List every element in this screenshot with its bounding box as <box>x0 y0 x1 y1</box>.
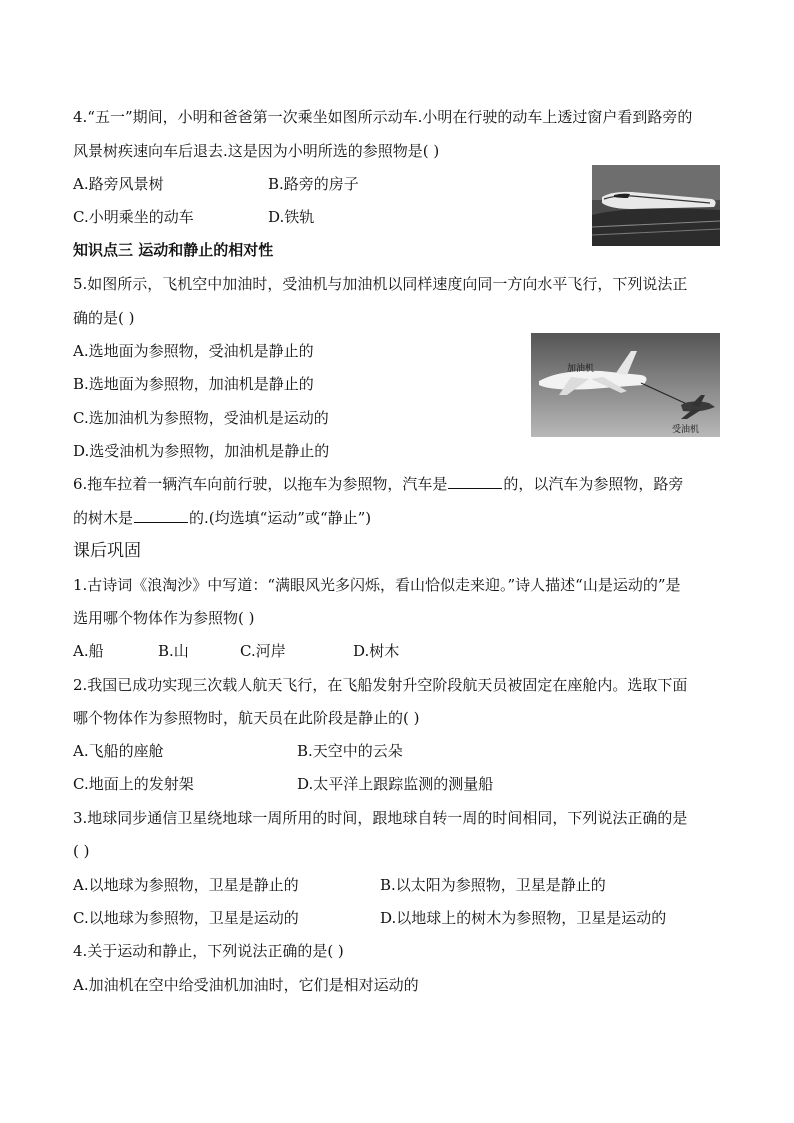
h2-stem-line1: 2.我国已成功实现三次载人航天飞行，在飞船发射升空阶段航天员被固定在座舱内。选取下面 <box>73 676 688 694</box>
section-title-after-class: 课后巩固 <box>73 541 141 561</box>
h3-stem-line1: 3.地球同步通信卫星绕地球一周所用的时间，跟地球自转一周的时间相同，下列说法正确的是 <box>73 809 688 827</box>
h1-option-b: B.山 <box>158 642 189 660</box>
h1-option-c: C.河岸 <box>240 642 286 660</box>
h4-stem: 4.关于运动和静止，下列说法正确的是( ) <box>73 942 344 960</box>
tanker-label: 加油机 <box>567 364 595 374</box>
q5-option-a: A.选地面为参照物，受油机是静止的 <box>73 342 314 360</box>
h3-option-b: B.以太阳为参照物，卫星是静止的 <box>380 876 606 894</box>
h2-option-d: D.太平洋上跟踪监测的测量船 <box>297 775 494 793</box>
q5-stem-line1: 5.如图所示，飞机空中加油时，受油机与加油机以同样速度向同一方向水平飞行，下列说法正 <box>73 275 688 293</box>
q6-text-3: 的树木是 <box>73 509 134 527</box>
q6-blank-2[interactable] <box>134 508 188 523</box>
h4-option-a: A.加油机在空中给受油机加油时，它们是相对运动的 <box>73 976 419 994</box>
q4-option-a: A.路旁风景树 <box>73 175 164 193</box>
h2-option-b: B.天空中的云朵 <box>297 742 403 760</box>
q4-option-b: B.路旁的房子 <box>268 175 359 193</box>
q5-stem-line2: 确的是( ) <box>73 309 135 327</box>
h1-stem-line1: 1.古诗词《浪淘沙》中写道：“满眼风光多闪烁，看山恰似走来迎。”诗人描述“山是运动的”是 <box>73 576 681 594</box>
aerial-refueling-photo <box>531 333 720 437</box>
q6-text-1: 6.拖车拉着一辆汽车向前行驶，以拖车为参照物，汽车是 <box>73 475 448 493</box>
h1-option-a: A.船 <box>73 642 104 660</box>
h3-option-d: D.以地球上的树木为参照物，卫星是运动的 <box>380 909 667 927</box>
q5-option-b: B.选地面为参照物，加油机是静止的 <box>73 375 314 393</box>
q6-text-4: 的.(均选填“运动”或“静止”) <box>189 509 372 527</box>
q4-stem-line1: 4.“五一”期间，小明和爸爸第一次乘坐如图所示动车.小明在行驶的动车上透过窗户看到路旁的 <box>73 108 693 126</box>
h3-stem-line2: ( ) <box>73 842 90 860</box>
q5-option-c: C.选加油机为参照物，受油机是运动的 <box>73 409 329 427</box>
section-title-knowledge-3: 知识点三 运动和静止的相对性 <box>73 241 274 259</box>
receiver-label: 受油机 <box>672 425 700 435</box>
q6-blank-1[interactable] <box>448 474 502 489</box>
q6-text-2: 的，以汽车为参照物，路旁 <box>503 475 684 493</box>
q4-stem-line2: 风景树疾速向车后退去.这是因为小明所选的参照物是( ) <box>73 142 440 160</box>
h2-stem-line2: 哪个物体作为参照物时，航天员在此阶段是静止的( ) <box>73 709 420 727</box>
h3-option-c: C.以地球为参照物，卫星是运动的 <box>73 909 299 927</box>
q4-option-c: C.小明乘坐的动车 <box>73 208 194 226</box>
h1-option-d: D.树木 <box>353 642 400 660</box>
h2-option-a: A.飞船的座舱 <box>73 742 164 760</box>
bullet-train-photo <box>592 165 720 246</box>
q4-option-d: D.铁轨 <box>268 208 315 226</box>
h3-option-a: A.以地球为参照物，卫星是静止的 <box>73 876 299 894</box>
q6-stem-line1 <box>73 474 683 494</box>
h1-stem-line2: 选用哪个物体作为参照物( ) <box>73 609 255 627</box>
q6-stem-line2 <box>73 508 371 528</box>
h2-option-c: C.地面上的发射架 <box>73 775 194 793</box>
q5-option-d: D.选受油机为参照物，加油机是静止的 <box>73 442 330 460</box>
